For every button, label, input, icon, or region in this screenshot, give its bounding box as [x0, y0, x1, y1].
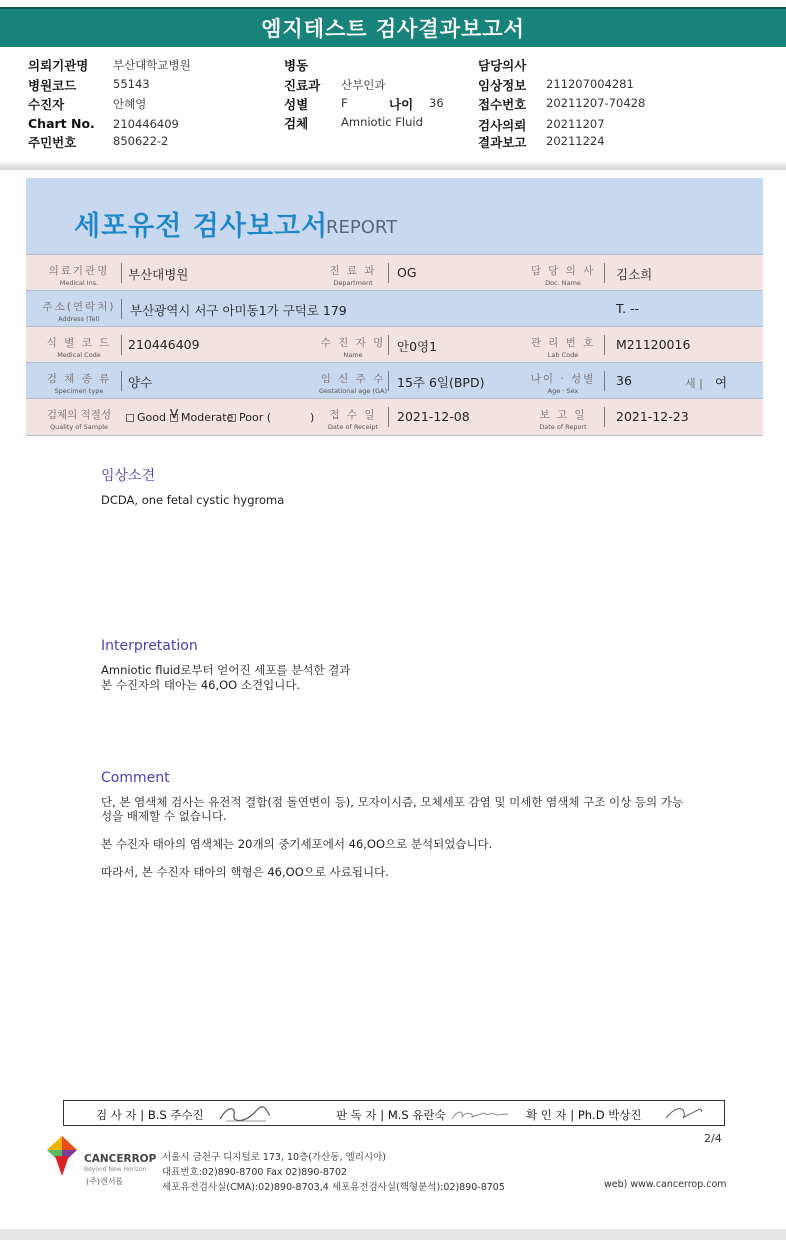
- header-value: 20211207: [546, 117, 605, 131]
- header-value: 850622-2: [113, 134, 169, 148]
- sex-value: 여: [715, 375, 728, 390]
- header-value: Amniotic Fluid: [341, 115, 423, 129]
- header-value: 20211207-70428: [546, 96, 646, 110]
- field-label: 나이 · 성별 Age · Sex: [530, 373, 596, 395]
- field-value: 15주 6일(BPD): [397, 375, 485, 390]
- divider: [121, 299, 122, 319]
- header-value: 210446409: [113, 117, 179, 131]
- header-value: 20211224: [546, 134, 605, 148]
- header-value: 36: [429, 96, 444, 110]
- header-value: 부산대학교병원: [113, 58, 191, 72]
- field-label: 수 진 자 명 Name: [320, 337, 386, 359]
- field-label: 관 리 번 호 Lab Code: [530, 337, 596, 359]
- comment-title: Comment: [101, 770, 170, 786]
- field-label: 임 신 주 수 Gestational age (GA): [319, 373, 387, 395]
- header-value: 211207004281: [546, 77, 634, 91]
- header-label: 임상정보: [478, 78, 527, 93]
- divider: [121, 335, 122, 355]
- header-label: Chart No.: [28, 116, 95, 131]
- age-value: 36: [616, 373, 632, 388]
- header-label: 검체: [284, 116, 309, 131]
- footer-address: 서울시 금천구 디지털로 173, 10층(가산동, 엘리시아): [162, 1152, 386, 1163]
- field-value: OG: [397, 265, 417, 280]
- header-divider: [0, 162, 786, 170]
- header-value: 산부인과: [341, 78, 386, 92]
- field-value: 2021-12-23: [616, 409, 689, 424]
- interpretation-title: Interpretation: [101, 638, 198, 654]
- field-value: T. --: [616, 301, 640, 316]
- footer-lab-contacts: 세포유전검사실(CMA):02)890-8703,4 세포유전검사실(핵형분석):02)890-8705: [162, 1182, 505, 1193]
- quality-poor-close: ): [310, 411, 315, 424]
- table-row: [26, 398, 763, 436]
- comment-line: 성을 배제할 수 없습니다.: [101, 809, 227, 823]
- header-label: 병동: [284, 58, 309, 73]
- page-number: 2/4: [704, 1132, 722, 1145]
- divider: [121, 263, 122, 283]
- field-value: 양수: [128, 375, 153, 390]
- field-label: 보 고 일 Date of Report: [539, 409, 587, 431]
- confirmer-signature: 확 인 자 | Ph.D 박상진: [526, 1108, 642, 1122]
- signature-scribble-icon: [660, 1104, 706, 1124]
- comment-line: 단, 본 염색체 검사는 유전적 결함(점 돌연변이 등), 모자이시즘, 모체세포 감염 및 미세한 염색체 구조 이상 등의 가능: [101, 795, 683, 809]
- field-label: 접 수 일 Date of Receipt: [327, 409, 379, 431]
- header-label: 주민번호: [28, 135, 77, 150]
- divider: [121, 371, 122, 391]
- table-row: [26, 254, 763, 290]
- report-heading: [26, 178, 763, 254]
- field-label: 검 체 종 류 Specimen type: [46, 373, 112, 395]
- divider: [388, 407, 389, 427]
- clinical-findings-text: DCDA, one fetal cystic hygroma: [101, 493, 285, 507]
- report-heading-title: 세포유전 검사보고서: [74, 211, 329, 242]
- quality-moderate-checkbox: V Moderate: [170, 407, 234, 424]
- signature-scribble-icon: [450, 1105, 510, 1123]
- divider: [604, 407, 605, 427]
- field-value: 안0영1: [397, 339, 438, 354]
- brand-name: CANCERROP: [84, 1153, 157, 1165]
- field-value: M21120016: [616, 337, 691, 352]
- header-label: 성별: [284, 97, 309, 112]
- field-label: 식 별 코 드 Medical Code: [46, 337, 112, 359]
- header-label: 병원코드: [28, 78, 77, 93]
- header-value: F: [341, 96, 348, 110]
- header-value: 55143: [113, 77, 150, 91]
- divider: [388, 263, 389, 283]
- field-value: 210446409: [128, 337, 200, 352]
- document-title: 엠지테스트 검사결과보고서: [261, 17, 525, 41]
- header-label: 나이: [389, 97, 414, 112]
- signature-box: [63, 1100, 725, 1126]
- check-mark-icon: V: [170, 407, 179, 421]
- divider: [388, 371, 389, 391]
- footer-website: web) www.cancerrop.com: [604, 1179, 727, 1190]
- divider: [604, 335, 605, 355]
- field-value: 2021-12-08: [397, 409, 470, 424]
- interpretation-line: 본 수진자의 태아는 46,OO 소견입니다.: [101, 678, 301, 692]
- comment-line: 본 수진자 태아의 염색체는 20개의 중기세포에서 46,OO으로 분석되었습니다.: [101, 837, 493, 851]
- signature-scribble-icon: [216, 1103, 272, 1125]
- field-label: 의료기관명 Medical Ins.: [48, 265, 110, 287]
- header-label: 결과보고: [478, 135, 527, 150]
- header-label: 진료과: [284, 78, 321, 93]
- divider: [604, 371, 605, 391]
- field-value: 김소희: [616, 267, 653, 282]
- footer-phone: 대표번호:02)890-8700 Fax 02)890-8702: [162, 1167, 348, 1178]
- header-label: 접수번호: [478, 97, 527, 112]
- header-label: 검사의뢰: [478, 118, 527, 133]
- divider: [604, 263, 605, 283]
- divider: [388, 335, 389, 355]
- field-value: 부산대병원: [128, 267, 189, 282]
- reader-signature: 판 독 자 | M.S 유란숙: [336, 1108, 446, 1122]
- field-label: 주소(연락처) Address (Tel): [42, 301, 116, 323]
- cytogenetics-report-table: [26, 178, 763, 438]
- table-row: [26, 290, 763, 326]
- comment-line: 따라서, 본 수진자 태아의 핵형은 46,OO으로 사료됩니다.: [101, 865, 389, 879]
- table-row: [26, 326, 763, 362]
- brand-tagline: Beyond New Horizon: [84, 1166, 147, 1173]
- header-label: 수진자: [28, 97, 65, 112]
- interpretation-line: Amniotic fluid로부터 얻어진 세포를 분석한 결과: [101, 663, 351, 677]
- header-label: 담당의사: [478, 58, 527, 73]
- quality-poor-checkbox: Poor (: [228, 411, 271, 424]
- field-value: 부산광역시 서구 아미동1가 구덕로 179: [130, 303, 347, 318]
- header-value: 안혜영: [113, 97, 147, 111]
- cancerrop-logo-icon: [45, 1134, 79, 1178]
- report-title-bar: [0, 7, 786, 47]
- field-label: 진 료 과 Department: [329, 265, 377, 287]
- quality-good-checkbox: Good: [126, 411, 166, 424]
- table-row: [26, 362, 763, 398]
- header-label: 의뢰기관명: [28, 58, 89, 73]
- page-bottom-edge: [0, 1229, 786, 1240]
- report-heading-subtitle: REPORT: [326, 217, 398, 238]
- field-label: 검체의 적절성 Quality of Sample: [46, 409, 112, 431]
- clinical-findings-title: 임상소견: [101, 468, 156, 484]
- age-unit: 세 |: [685, 377, 703, 390]
- company-name: (주)캔서롭: [86, 1177, 124, 1186]
- examiner-signature: 검 사 자 | B.S 주수진: [96, 1108, 204, 1122]
- field-label: 담 당 의 사 Doc. Name: [530, 265, 596, 287]
